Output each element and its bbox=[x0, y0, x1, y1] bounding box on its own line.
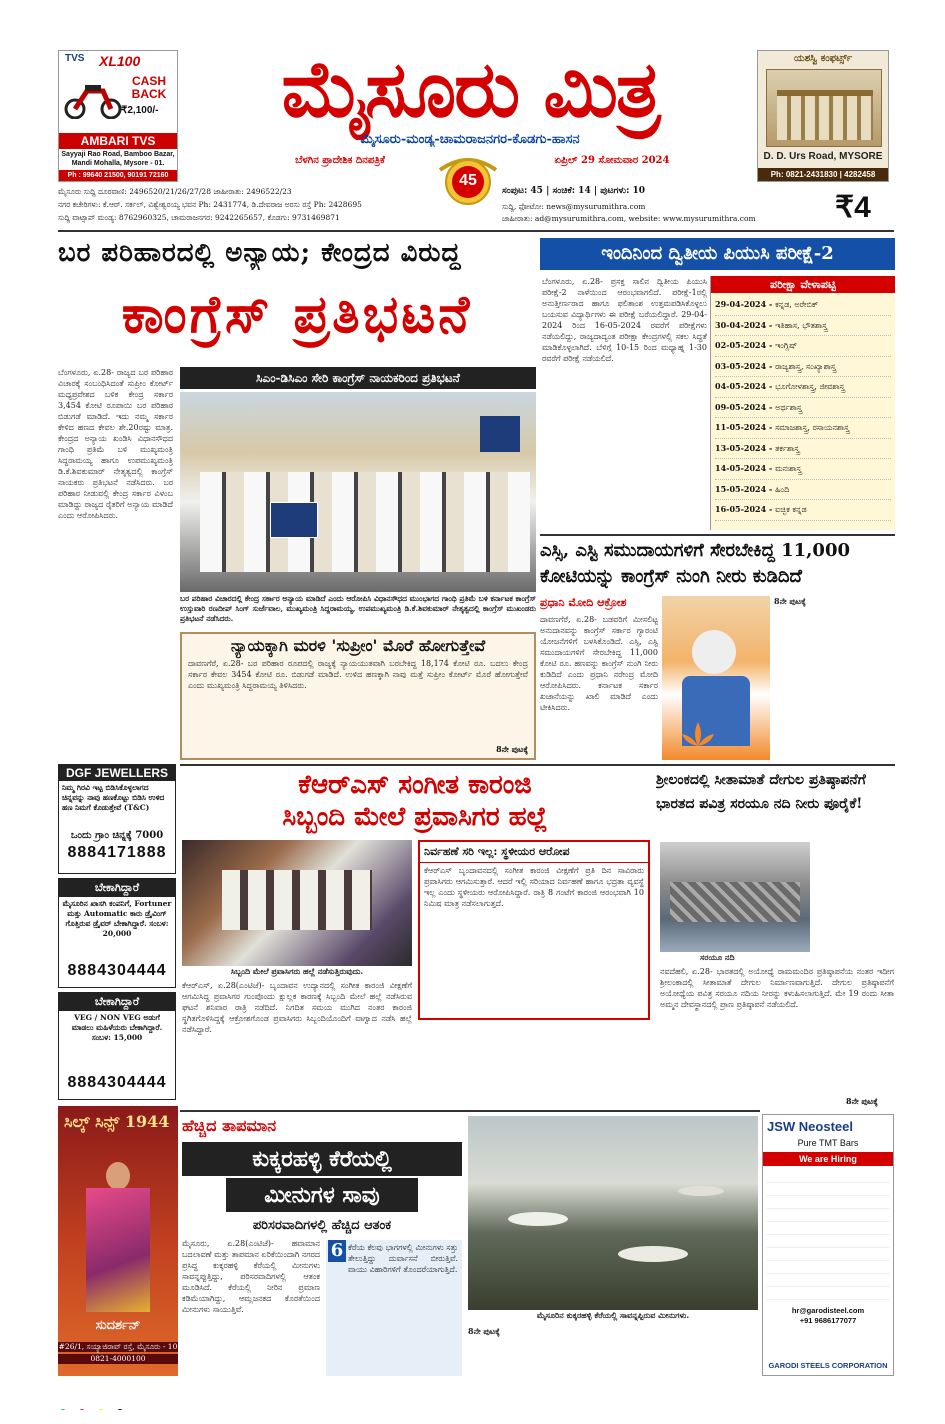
contact-line-1: ಮೈಸೂರು ಸುದ್ದಿ ದೂರವಾಣಿ: 2496520/21/26/27/28 ಜಾಹೀರಾತು: 2496522/23 bbox=[58, 187, 292, 196]
jsw-company: GARODI STEELS CORPORATION bbox=[768, 1361, 888, 1370]
sidebox-title: ನ್ಯಾಯಕ್ಕಾಗಿ ಮರಳಿ 'ಸುಪ್ರೀಂ' ಮೊರೆ ಹೋಗುತ್ತೇವೆ bbox=[230, 636, 486, 655]
lake-body: ಮೈಸೂರು, ಏ.28(ಎಂಟಿಜೆ)- ಹವಾಮಾನ ಬದಲಾವಣೆ ಮತ್ತು ತಾಪಮಾನ ಏರಿಕೆಯಿಂದಾಗಿ ನಗರದ ಪ್ರಸಿದ್ಧ ಕುಕ್ಕರಹಳ್ಳಿ ಕೆರೆಯಲ್ಲಿ ಮೀನುಗಳು ಸಾವನ್ನಪ್ಪುತ್ತಿದ್ದು, ಪರಿಸರವಾದಿಗಳಲ್ಲಿ ಆತಂಕ ಮೂಡಿಸಿದೆ. ಕೆರೆಯಲ್ಲಿ ನೀರಿನ ಪ್ರಮಾಣ ಕಡಿಮೆಯಾಗಿದ್ದು, ಆಮ್ಲಜನಕದ ಕೊರತೆಯಿಂದ ಮೀನುಗಳು ಸಾಯುತ್ತಿವೆ. bbox=[182, 1239, 320, 1314]
timetable-date: 11-05-2024 - bbox=[715, 422, 776, 432]
dgf-ad[interactable] bbox=[58, 764, 176, 874]
yashasvi-ad[interactable] bbox=[757, 50, 889, 182]
timetable-row bbox=[715, 418, 891, 439]
krs-box-body: ಕೆಆರ್‌ಎಸ್ ಬೃಂದಾವನದಲ್ಲಿ ಸಂಗೀತ ಕಾರಂಜಿ ವೀಕ್ಷಣೆಗೆ ಪ್ರತಿ ದಿನ ಸಾವಿರಾರು ಪ್ರವಾಸಿಗರು ಆಗಮಿಸುತ್ತಾರೆ. ಆದರೆ ಇಲ್ಲಿ ಸರಿಯಾದ ನಿರ್ವಹಣೆ ಹಾಗೂ ಭದ್ರತಾ ವ್ಯವಸ್ಥೆ ಇಲ್ಲ ಎಂದು ಸ್ಥಳೀಯರು ಆರೋಪಿಸಿದ್ದಾರೆ. ರಾತ್ರಿ 8 ಗಂಟೆಗೆ ಕಾರಂಜಿ ಆರಂಭವಾಗಿ 10 ನಿಮಿಷ ಮಾತ್ರ ನಡೆಸಲಾಗುತ್ತದೆ. bbox=[424, 866, 644, 908]
jsw-jobs-list bbox=[767, 1170, 889, 1302]
silk-ad[interactable] bbox=[58, 1106, 178, 1376]
tvs-phone: Ph : 99640 21500, 90191 72160 bbox=[59, 170, 177, 182]
krs-headline-2: ಸಿಬ್ಬಂದಿ ಮೇಲೆ ಪ್ರವಾಸಿಗರ ಹಲ್ಲೆ bbox=[282, 802, 548, 832]
contact-line-2: ನಗರ ಕಚೇರಿಗಳು: ಕೆ.ಆರ್. ಸರ್ಕಲ್, ವಿಶ್ವೇಶ್ವರಯ್ಯ ಭವನ Ph: 2431774, ಡಿ.ದೇವರಾಜ ಅರಸು ರಸ್ತೆ Ph: 2428695 bbox=[58, 200, 362, 209]
issue-info: ಸಂಪುಟ: 45 | ಸಂಚಿಕೆ: 14 | ಪುಟಗಳು: 10 bbox=[502, 186, 646, 196]
lake-headline-2: ಮೀನುಗಳ ಸಾವು bbox=[226, 1178, 418, 1212]
silk-address: #26/1, ಸಯ್ಯಾಜಿರಾವ್ ರಸ್ತೆ, ಮೈಸೂರು - 10 bbox=[58, 1342, 178, 1351]
jsw-email: hr@garodisteel.com bbox=[791, 1306, 865, 1315]
tagline-bar: ಬೆಳಗಿನ ಪ್ರಾದೇಶಿಕ ದಿನಪತ್ರಿಕೆ bbox=[295, 155, 385, 166]
timetable-row bbox=[715, 336, 891, 357]
sarayu-body: ನವದೆಹಲಿ, ಏ.28- ಭಾರತದಲ್ಲಿ ಅಯೋಧ್ಯೆ ರಾಮಮಂದಿರ ಪ್ರತಿಷ್ಠಾಪನೆಯ ನಂತರ ಇದೀಗ ಶ್ರೀಲಂಕಾದಲ್ಲಿ ಸೀತಾಮಾತೆ ದೇಗುಲ ನಿರ್ಮಾಣವಾಗುತ್ತಿದೆ. ದೇಗುಲ ಪ್ರತಿಷ್ಠಾಪನೆಗೆ ಅಯೋಧ್ಯೆಯ ಪವಿತ್ರ ಸರಯೂ ನದಿಯ ನೀರನ್ನು ಕಳುಹಿಸಲಾಗುತ್ತಿದೆ. ಮೇ 19 ರಂದು ಸೀತಾ ಅಮ್ಮನ ದೇವಸ್ಥಾನದಲ್ಲಿ ಪ್ರಾಣ ಪ್ರತಿಷ್ಠಾಪನೆ ನಡೆಯಲಿದೆ. bbox=[660, 967, 894, 1009]
wanted2-phone: 8884304444 bbox=[67, 1074, 167, 1091]
issue: ಸಂಚಿಕೆ: 14 bbox=[552, 186, 591, 196]
timetable-subject: ಇತಿಹಾಸ, ಭೌತಶಾಸ್ತ್ರ bbox=[775, 320, 828, 330]
krs-sidebox bbox=[418, 840, 650, 1020]
krs-photo bbox=[182, 840, 412, 966]
wanted1-title: ಬೇಕಾಗಿದ್ದಾರೆ bbox=[59, 879, 175, 897]
exam-headline: ಇಂದಿನಿಂದ ದ್ವಿತೀಯ ಪಿಯುಸಿ ಪರೀಕ್ಷೆ-2 bbox=[540, 238, 895, 270]
tvs-amount: ₹2,100/- bbox=[121, 105, 159, 116]
lead-subhead: ಸಿಎಂ-ಡಿಸಿಎಂ ಸೇರಿ ಕಾಂಗ್ರೆಸ್ ನಾಯಕರಿಂದ ಪ್ರತಿಭಟನೆ bbox=[180, 367, 536, 389]
lake-photo bbox=[468, 1116, 758, 1310]
masthead-rule bbox=[58, 230, 894, 232]
lake-sidebox bbox=[326, 1240, 462, 1376]
dgf-rate: ಒಂದು ಗ್ರಾಂ ಚಿನ್ನಕ್ಕೆ 7000 bbox=[70, 830, 164, 841]
yashasvi-name: ಯಶಸ್ವಿ ಕಂಫರ್ಟ್ಸ್ bbox=[793, 53, 853, 64]
jsw-brand: JSW Neosteel bbox=[767, 1119, 853, 1134]
lake-subhead: ಪರಿಸರವಾದಿಗಳಲ್ಲಿ ಹೆಚ್ಚಿದ ಆತಂಕ bbox=[252, 1218, 392, 1233]
masthead-date: ಏಪ್ರಿಲ್ 29 ಸೋಮವಾರ 2024 bbox=[554, 155, 670, 166]
exam-timetable bbox=[710, 276, 895, 530]
sidebox-more[interactable]: 8ನೇ ಪುಟಕ್ಕೆ bbox=[496, 744, 528, 754]
lead-body: ಬೆಂಗಳೂರು, ಏ.28- ರಾಜ್ಯದ ಬರ ಪರಿಹಾರ ವಿಚಾರಕ್ಕೆ ಸಂಬಂಧಿಸಿದಂತೆ ಸುಪ್ರೀಂ ಕೋರ್ಟ್ ಮಧ್ಯಪ್ರವೇಶದ ಬಳಿಕ ಕೇಂದ್ರ ಸರ್ಕಾರ 3,454 ಕೋಟಿ ರೂಪಾಯಿ ಬರ ಪರಿಹಾರ ಬಿಡುಗಡೆ ಮಾಡಿದೆ. ಇದು ನಮ್ಮ ಸರ್ಕಾರ ಕೇಳಿದ ಹಣದ ಕೇವಲ ಶೇ.20ರಷ್ಟು ಮಾತ್ರ. ಕೇಂದ್ರದ ಅನ್ಯಾಯ ಖಂಡಿಸಿ ವಿಧಾನಸೌಧದ ಗಾಂಧಿ ಪ್ರತಿಮೆ ಬಳಿ ಮುಖ್ಯಮಂತ್ರಿ ಸಿದ್ದರಾಮಯ್ಯ ಹಾಗೂ ಉಪಮುಖ್ಯಮಂತ್ರಿ ಡಿ.ಕೆ.ಶಿವಕುಮಾರ್ ನೇತೃತ್ವದಲ್ಲಿ ಕಾಂಗ್ರೆಸ್ ನಾಯಕರು ಪ್ರತಿಭಟನೆ ನಡೆಸಿದರು. ಬರ ಪರಿಹಾರ ನೀಡುವಲ್ಲಿ ಕೇಂದ್ರ ಸರ್ಕಾರ ವಿಳಂಬ ಮಾಡಿದ್ದು ರಾಜ್ಯದ ರೈತರಿಗೆ ಅನ್ಯಾಯ ಮಾಡಿದೆ ಎಂದು ಆರೋಪಿಸಿದರು. bbox=[58, 368, 173, 520]
lake-more[interactable]: 8ನೇ ಪುಟಕ್ಕೆ bbox=[468, 1326, 500, 1336]
tvs-address: Sayyaji Rao Road, Bamboo Bazar, Mandi Mohalla, Mysore - 01. bbox=[61, 151, 175, 167]
mid-rule bbox=[180, 764, 895, 766]
timetable-row bbox=[715, 480, 891, 501]
lake-kicker: ಹೆಚ್ಚಿದ ತಾಪಮಾನ bbox=[182, 1116, 277, 1135]
timetable-date: 14-05-2024 - bbox=[715, 463, 776, 473]
jsw-ad[interactable] bbox=[762, 1114, 894, 1376]
jsw-phone: +91 9686177077 bbox=[799, 1316, 857, 1325]
jsw-hiring: We are Hiring bbox=[763, 1152, 893, 1166]
masthead-title: ಮೈಸೂರು ಮಿತ್ರ bbox=[281, 44, 659, 135]
yashasvi-address: D. D. Urs Road, MYSORE bbox=[763, 151, 883, 162]
timetable-date: 02-05-2024 - bbox=[715, 340, 776, 350]
krs-body: ಕೆಆರ್‌ಎಸ್, ಏ.28(ಎಂಟಿಜೆ)- ಬೃಂದಾವನ ಉದ್ಯಾನದಲ್ಲಿ ಸಂಗೀತ ಕಾರಂಜಿ ವೀಕ್ಷಣೆಗೆ ಆಗಮಿಸಿದ್ದ ಪ್ರವಾಸಿಗರ ಗುಂಪೊಂದು ಕ್ಷುಲ್ಲಕ ಕಾರಣಕ್ಕೆ ಸಿಬ್ಬಂದಿ ಮೇಲೆ ಹಲ್ಲೆ ನಡೆಸಿರುವ ಘಟನೆ ಶನಿವಾರ ರಾತ್ರಿ ನಡೆದಿದೆ. ನಿಗದಿತ ಸಮಯ ಮುಗಿದ ನಂತರ ಕಾರಂಜಿ ಸ್ಥಗಿತಗೊಳಿಸಿದ್ದಕ್ಕೆ ಆಕ್ರೋಶಗೊಂಡ ಪ್ರವಾಸಿಗರು ಸಿಬ್ಬಂದಿಯೊಂದಿಗೆ ವಾಗ್ವಾದ ನಡೆಸಿ ಹಲ್ಲೆ ನಡೆಸಿದ್ದಾರೆ. bbox=[182, 981, 412, 1034]
volume: ಸಂಪುಟ: 45 bbox=[502, 186, 543, 196]
email-line-1: ಸುದ್ದಿ, ಫೋಟೋ: news@mysurumithra.com bbox=[502, 202, 646, 211]
tvs-ad[interactable] bbox=[58, 50, 178, 182]
timetable-date: 16-05-2024 - bbox=[715, 504, 776, 514]
timetable-row bbox=[715, 439, 891, 460]
lake-body-continued bbox=[468, 1326, 758, 1376]
timetable-subject: ಅರ್ಥಶಾಸ್ತ್ರ bbox=[775, 402, 803, 412]
timetable-date: 30-04-2024 - bbox=[715, 319, 776, 330]
timetable-date: 13-05-2024 - bbox=[715, 442, 776, 453]
dgf-title: DGF JEWELLERS bbox=[59, 765, 175, 781]
timetable-subject: ತರ್ಕಶಾಸ್ತ್ರ bbox=[775, 443, 800, 453]
timetable-date: 15-05-2024 - bbox=[715, 483, 776, 494]
sarayu-more[interactable]: 8ನೇ ಪುಟಕ್ಕೆ bbox=[846, 1096, 878, 1106]
sarayu-photo-caption: ಸರಯೂ ನದಿ bbox=[700, 952, 735, 962]
tvs-model: XL100 bbox=[99, 53, 141, 69]
timetable-row bbox=[715, 459, 891, 480]
silk-title: ಸಿಲ್ಕ್ ಸಿನ್ಸ್ 1944 bbox=[64, 1112, 170, 1131]
wanted1-text: ಮೈಸೂರಿನ ಖಾಸಗಿ ಕಂಪನಿಗೆ, Fortuner ಮತ್ತು Automatic ಕಾರು ಡ್ರೈವಿಂಗ್ ಗೊತ್ತಿರುವ ಡ್ರೈವರ್ ಬೇಕಾಗಿದ್ದಾರೆ. ಸಂಬಳ: 20,000 bbox=[62, 899, 172, 938]
timetable-date: 03-05-2024 - bbox=[715, 360, 776, 371]
sarayu-headline: ಶ್ರೀಲಂಕದಲ್ಲಿ ಸೀತಾಮಾತೆ ದೇಗುಲ ಪ್ರತಿಷ್ಠಾಪನೆಗೆ ಭಾರತದ ಪವಿತ್ರ ಸರಯೂ ನದಿ ನೀರು ಪೂರೈಕೆ! bbox=[656, 772, 866, 812]
timetable-subject: ಕನ್ನಡ, ಅರೇಬಿಕ್ bbox=[775, 300, 819, 309]
contact-line-3: ಸುದ್ದಿ ವಾಟ್ಸಾಪ್ ಮಂಡ್ಯ: 8762960325, ಚಾಮರಾಜನಗರ: 9242265657, ಕೊಡಗು: 9731469871 bbox=[58, 213, 340, 222]
timetable-subject: ಭೂಗೋಳಶಾಸ್ತ್ರ, ಜೀವಶಾಸ್ತ್ರ bbox=[775, 382, 845, 391]
lotus-icon bbox=[678, 720, 718, 750]
exam-rule bbox=[540, 534, 895, 536]
masthead-regions: ಮೈಸೂರು-ಮಂಡ್ಯ-ಚಾಮರಾಜನಗರ-ಕೊಡಗು-ಹಾಸನ bbox=[360, 132, 580, 147]
timetable-subject: ಹಿಂದಿ bbox=[775, 484, 790, 494]
timetable-subject: ಸಮಾಜಶಾಸ್ತ್ರ, ರಸಾಯನಶಾಸ್ತ್ರ bbox=[775, 423, 850, 432]
lead-sidebox bbox=[180, 632, 536, 760]
badge-number: 45 bbox=[459, 172, 477, 189]
sarayu-photo bbox=[660, 842, 810, 952]
lake-box-text: ಕೆರೆಯ ಕೆಲವು ಭಾಗಗಳಲ್ಲಿ ಮೀನುಗಳು ಸತ್ತು ತೇಲುತ್ತಿದ್ದು ದುರ್ವಾಸನೆ ಬೀರುತ್ತಿವೆ. ವಾಯು ವಿಹಾರಿಗಳಿಗೆ ತೊಂದರೆಯಾಗುತ್ತಿದೆ. bbox=[348, 1243, 458, 1274]
wanted-ad-2[interactable] bbox=[58, 992, 176, 1100]
timetable-rows bbox=[711, 293, 895, 523]
timetable-date: 29-04-2024 - bbox=[715, 299, 776, 309]
price: ₹4 bbox=[835, 191, 871, 224]
timetable-row bbox=[715, 377, 891, 398]
timetable-date: 04-05-2024 - bbox=[715, 381, 776, 391]
lead-photo-caption: ಬರ ಪರಿಹಾರ ವಿಚಾರದಲ್ಲಿ ಕೇಂದ್ರ ಸರ್ಕಾರ ಅನ್ಯಾಯ ಮಾಡಿದೆ ಎಂದು ಆರೋಪಿಸಿ ವಿಧಾನಸೌಧದ ಮುಂಭಾಗದ ಗಾಂಧಿ ಪ್ರತಿಮೆ ಬಳಿ ಕರ್ನಾಟಕ ಕಾಂಗ್ರೆಸ್ ಉಸ್ತುವಾರಿ ರಣದೀಪ್ ಸಿಂಗ್ ಸುರ್ಜೆವಾಲ, ಮುಖ್ಯಮಂತ್ರಿ ಸಿದ್ದರಾಮಯ್ಯ, ಉಪಮುಖ್ಯಮಂತ್ರಿ ಡಿ.ಕೆ.ಶಿವಕುಮಾರ್ ನೇತೃತ್ವದಲ್ಲಿ ಕಾಂಗ್ರೆಸ್ ಮುಖಂಡರು ಪ್ರತಿಭಟನೆ ನಡೆಸಿದರು. bbox=[180, 594, 536, 623]
lake-photo-caption: ಮೈಸೂರಿನ ಕುಕ್ಕರಹಳ್ಳಿ ಕೆರೆಯಲ್ಲಿ ಸಾವನ್ನಪ್ಪಿರುವ ಮೀನುಗಳು. bbox=[536, 1310, 690, 1320]
tvs-offer: CASH BACK bbox=[131, 74, 167, 101]
lead-kicker: ಬರ ಪರಿಹಾರದಲ್ಲಿ ಅನ್ಯಾಯ; ಕೇಂದ್ರದ ವಿರುದ್ಧ bbox=[58, 238, 462, 268]
krs-photo-caption: ಸಿಬ್ಬಂದಿ ಮೇಲೆ ಪ್ರವಾಸಿಗರು ಹಲ್ಲೆ ನಡೆಸುತ್ತಿರುವುದು. bbox=[230, 966, 364, 976]
wanted1-phone: 8884304444 bbox=[67, 962, 167, 979]
lower-rule bbox=[180, 1110, 760, 1112]
tvs-dealer: AMBARI TVS bbox=[59, 133, 177, 149]
email-line-2: ಜಾಹೀರಾತು: ad@mysurumithra.com, website: www.mysurumithra.com bbox=[502, 214, 756, 223]
hotel-building-image bbox=[766, 69, 882, 147]
timetable-subject: ಮನಃಶಾಸ್ತ್ರ bbox=[775, 464, 802, 473]
lake-box-number: 6 bbox=[328, 1240, 346, 1262]
sidebox-body: ದಾವಣಗೆರೆ, ಏ.28- ಬರ ಪರಿಹಾರ ರೂಪದಲ್ಲಿ ರಾಜ್ಯಕ್ಕೆ ನ್ಯಾಯಯುತವಾಗಿ ಬರಬೇಕಿದ್ದ 18,174 ಕೋಟಿ ರೂ. ಬದಲು ಕೇಂದ್ರ ಸರ್ಕಾರ ಕೇವಲ 3454 ಕೋಟಿ ರೂ. ಬಿಡುಗಡೆ ಮಾಡಿದೆ. ಉಳಿದ ಹಣಕ್ಕಾಗಿ ನಾವು ಮತ್ತೆ ಸುಪ್ರೀಂ ಕೋರ್ಟ್ ಮೊರೆ ಹೋಗುತ್ತೇವೆ ಎಂದು ಮುಖ್ಯಮಂತ್ರಿ ಸಿದ್ದರಾಮಯ್ಯ ತಿಳಿಸಿದರು. bbox=[188, 659, 528, 690]
modi-body: ದಾವಣಗೆರೆ, ಏ.28- ಬಡವರಿಗೆ ಮೀಸಲಿಟ್ಟ ಅನುದಾನವನ್ನು ಕಾಂಗ್ರೆಸ್ ಸರ್ಕಾರ ಗ್ಯಾರಂಟಿ ಯೋಜನೆಗಳಿಗೆ ಬಳಸಿಕೊಂಡಿದೆ. ಎಸ್ಸಿ, ಎಸ್ಟಿ ಸಮುದಾಯಗಳಿಗೆ ಸೇರಬೇಕಿದ್ದ 11,000 ಕೋಟಿ ರೂ. ಹಣವನ್ನು ಕಾಂಗ್ರೆಸ್ ನುಂಗಿ ನೀರು ಕುಡಿದಿದೆ ಎಂದು ಪ್ರಧಾನಿ ನರೇಂದ್ರ ಮೋದಿ ಆರೋಪಿಸಿದರು. ಕರ್ನಾಟಕ ಸರ್ಕಾರ ಖಜಾನೆಯನ್ನು ಖಾಲಿ ಮಾಡಿದೆ ಎಂದು ಟೀಕಿಸಿದರು. bbox=[540, 615, 658, 712]
dgf-phone: 8884171888 bbox=[67, 844, 167, 861]
silk-shop: ಸುದರ್ಶನ್ bbox=[95, 1318, 141, 1333]
timetable-row bbox=[715, 398, 891, 419]
timetable-subject: ಐಚ್ಛಿಕ ಕನ್ನಡ bbox=[775, 505, 807, 514]
modi-photo bbox=[662, 596, 770, 760]
timetable-row bbox=[715, 295, 891, 316]
modi-body-2 bbox=[774, 596, 895, 760]
modi-headline: ಎಸ್ಸಿ, ಎಸ್ಟಿ ಸಮುದಾಯಗಳಿಗೆ ಸೇರಬೇಕಿದ್ದ 11,000 ಕೋಟಿಯನ್ನು ಕಾಂಗ್ರೆಸ್ ನುಂಗಿ ನೀರು ಕುಡಿದಿದೆ bbox=[540, 540, 851, 587]
timetable-row bbox=[715, 357, 891, 378]
registration-marks bbox=[60, 1400, 890, 1410]
wanted2-title: ಬೇಕಾಗಿದ್ದಾರೆ bbox=[59, 993, 175, 1011]
dgf-text: ನಿಮ್ಮ ಗಿರವಿ ಇಟ್ಟ ಬಿಡಿಸಿಕೊಳ್ಳಲಾಗದ ಚಿನ್ನವನ್ನು ನಾವು ಹಣಕೊಟ್ಟು ಬಿಡಿಸಿ ಉಳಿದ ಹಣ ನಿಮಗೆ ಕೊಡುತ್ತೇವೆ (T&C) bbox=[62, 783, 165, 812]
timetable-row bbox=[715, 316, 891, 337]
timetable-title: ಪರೀಕ್ಷಾ ವೇಳಾಪಟ್ಟಿ bbox=[711, 276, 895, 293]
jsw-sub: Pure TMT Bars bbox=[797, 1138, 859, 1148]
timetable-subject: ಇಂಗ್ಲಿಷ್ bbox=[775, 341, 798, 350]
tvs-brand: TVS bbox=[65, 53, 85, 64]
page-count: ಪುಟಗಳು: 10 bbox=[600, 186, 646, 196]
wanted-ad-1[interactable] bbox=[58, 878, 176, 988]
contact-block bbox=[58, 187, 438, 227]
motorbike-icon bbox=[63, 75, 123, 119]
timetable-date: 09-05-2024 - bbox=[715, 401, 776, 412]
modi-kicker: ಪ್ರಧಾನಿ ಮೋದಿ ಆಕ್ರೋಶ bbox=[540, 596, 627, 609]
yashasvi-phone: Ph: 0821-2431830 | 4282458 bbox=[758, 168, 888, 182]
timetable-subject: ರಾಜ್ಯಶಾಸ್ತ್ರ, ಸಂಖ್ಯಾಶಾಸ್ತ್ರ bbox=[775, 361, 836, 371]
anniversary-badge bbox=[436, 150, 500, 208]
modi-more[interactable]: 8ನೇ ಪುಟಕ್ಕೆ bbox=[774, 596, 806, 606]
exam-body: ಬೆಂಗಳೂರು, ಏ.28- ಪ್ರಸಕ್ತ ಸಾಲಿನ ದ್ವಿತೀಯ ಪಿಯುಸಿ ಪರೀಕ್ಷೆ-2 ನಾಳೆಯಿಂದ ಆರಂಭವಾಗಲಿದೆ. ಪರೀಕ್ಷೆ-1ರಲ್ಲಿ ಅನುತ್ತೀರ್ಣರಾದ ಹಾಗೂ ಫಲಿತಾಂಶ ಉತ್ತಮಪಡಿಸಿಕೊಳ್ಳಲು ಬಯಸುವ ವಿದ್ಯಾರ್ಥಿಗಳು ಈ ಪರೀಕ್ಷೆ ಬರೆಯಲಿದ್ದಾರೆ. 29-04-2024 ರಿಂದ 16-05-2024 ರವರೆಗೆ ಪರೀಕ್ಷೆಗಳು ನಡೆಯಲಿದ್ದು, ರಾಜ್ಯದಾದ್ಯಂತ ಪರೀಕ್ಷಾ ಕೇಂದ್ರಗಳಲ್ಲಿ ಸಕಲ ಸಿದ್ಧತೆ ಮಾಡಿಕೊಳ್ಳಲಾಗಿದೆ. ಬೆಳಿಗ್ಗೆ 10-15 ರಿಂದ ಮಧ್ಯಾಹ್ನ 1-30 ರವರೆಗೆ ಪರೀಕ್ಷೆ ನಡೆಯಲಿದೆ. bbox=[542, 277, 707, 363]
wanted2-text: VEG / NON VEG ಅಡುಗೆ ಮಾಡಲು ಮಹಿಳೆಯರು ಬೇಕಾಗಿದ್ದಾರೆ. ಸಂಬಳ: 15,000 bbox=[71, 1013, 163, 1042]
saree-model-image bbox=[78, 1162, 158, 1312]
lead-headline: ಕಾಂಗ್ರೆಸ್ ಪ್ರತಿಭಟನೆ bbox=[121, 284, 473, 345]
timetable-row bbox=[715, 500, 891, 521]
silk-phone: 0821-4000100 bbox=[58, 1354, 178, 1364]
lead-protest-photo bbox=[180, 392, 536, 592]
krs-headline-1: ಕೆಆರ್‌ಎಸ್ ಸಂಗೀತ ಕಾರಂಜಿ bbox=[298, 770, 532, 800]
lake-headline-1: ಕುಕ್ಕರಹಳ್ಳಿ ಕೆರೆಯಲ್ಲಿ bbox=[182, 1142, 462, 1176]
krs-box-title: ನಿರ್ವಹಣೆ ಸರಿ ಇಲ್ಲ: ಸ್ಥಳೀಯರ ಆರೋಪ bbox=[420, 842, 648, 863]
krs-body-continued bbox=[418, 1024, 650, 1106]
